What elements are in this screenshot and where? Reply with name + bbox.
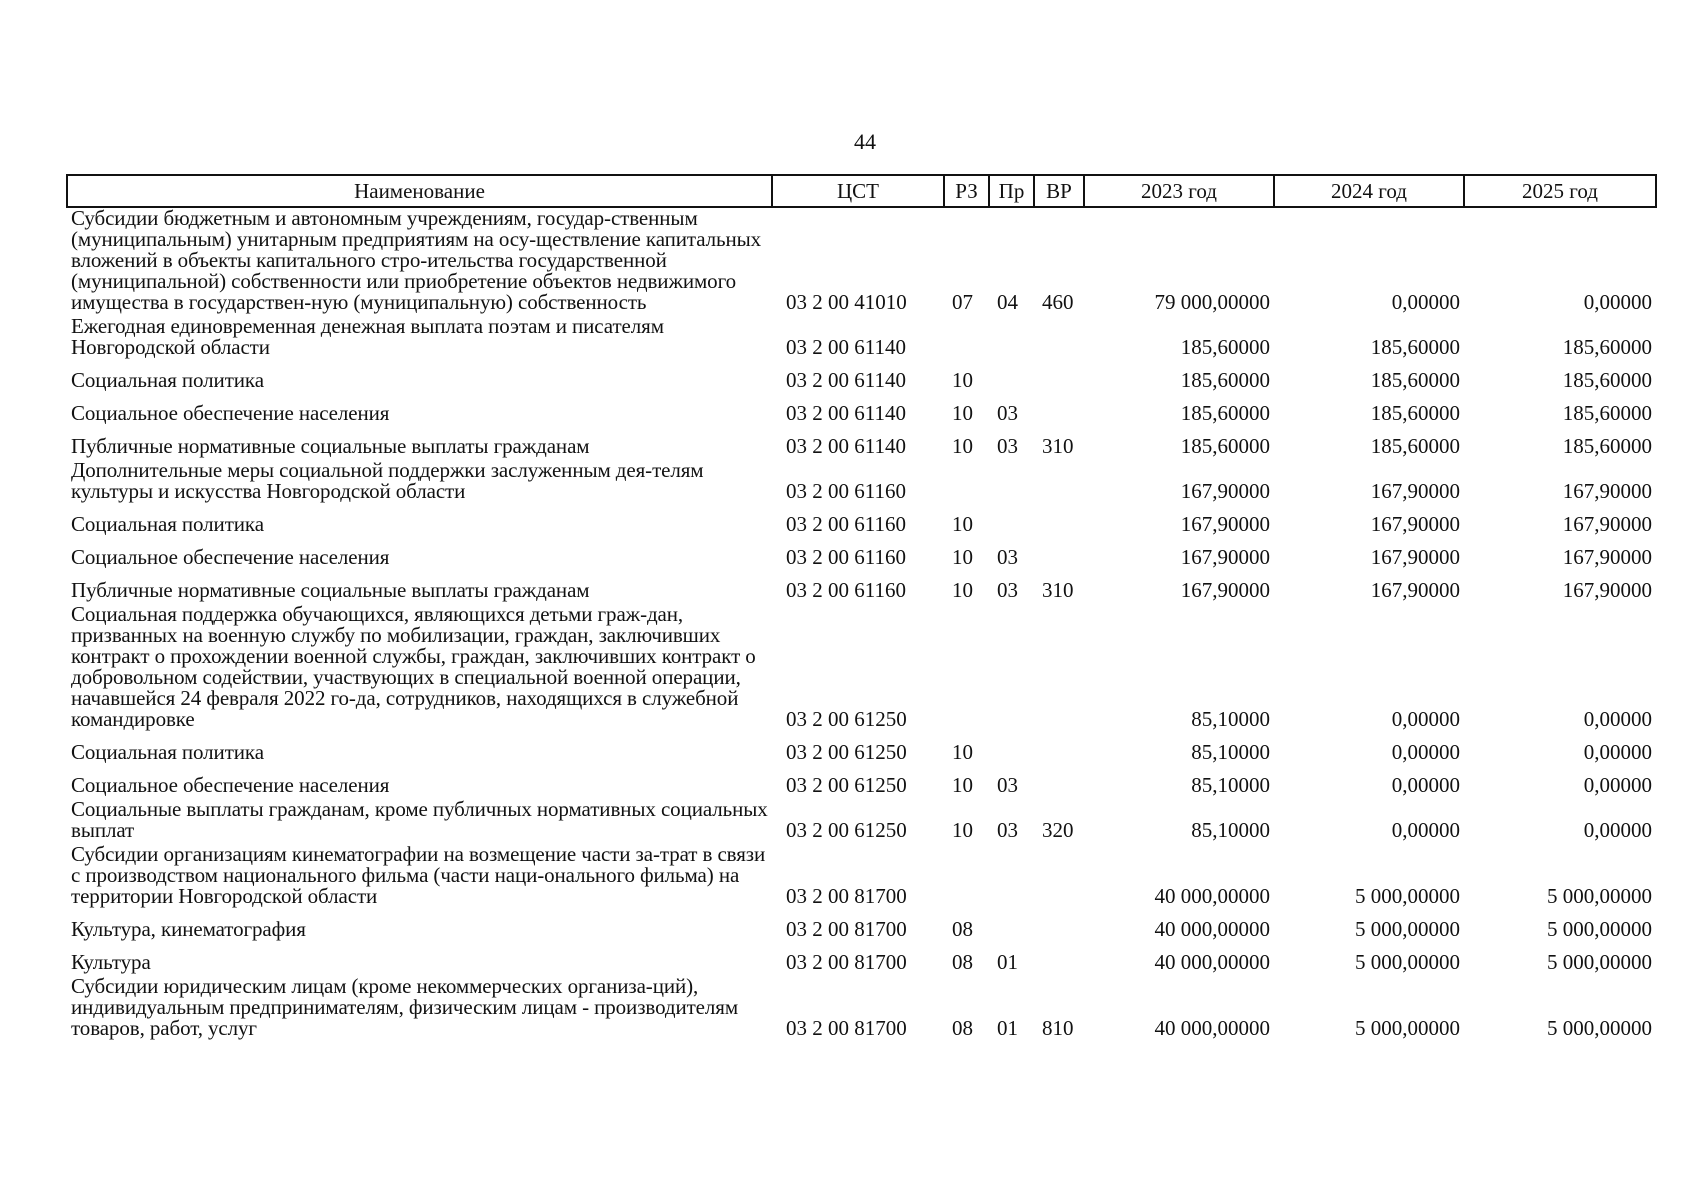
row-pr [989, 460, 1034, 505]
header-name: Наименование [67, 175, 772, 207]
row-value-2024: 0,00000 [1391, 773, 1460, 797]
row-value-2024: 0,00000 [1391, 818, 1460, 842]
row-rz [944, 460, 989, 505]
row-pr: 01 [997, 950, 1018, 974]
row-value-2025: 0,00000 [1583, 707, 1652, 731]
row-value-2023: 85,10000 [1191, 740, 1270, 764]
row-value-2024: 185,60000 [1370, 434, 1460, 458]
row-rz: 10 [952, 818, 973, 842]
row-pr [989, 604, 1034, 733]
row-cst: 03 2 00 81700 [786, 917, 907, 941]
row-rz [944, 316, 989, 361]
row-pr: 01 [997, 1016, 1018, 1040]
row-vr: 310 [1042, 434, 1074, 458]
row-rz: 10 [952, 434, 973, 458]
row-name: Социальная политика [71, 368, 264, 392]
table-row [67, 538, 1656, 571]
row-value-2024: 5 000,00000 [1355, 884, 1460, 908]
row-cst: 03 2 00 81700 [786, 1016, 907, 1040]
row-value-2023: 85,10000 [1191, 818, 1270, 842]
row-rz [944, 604, 989, 733]
row-cst: 03 2 00 61140 [786, 401, 906, 425]
row-cst: 03 2 00 81700 [786, 884, 907, 908]
row-pr [989, 505, 1034, 538]
row-vr [1034, 361, 1084, 394]
row-value-2024: 185,60000 [1370, 335, 1460, 359]
table-row [67, 207, 1656, 316]
row-rz: 08 [952, 1016, 973, 1040]
row-name: Ежегодная единовременная денежная выплата поэтам и писателям Новгородской области [71, 314, 664, 359]
row-value-2023: 167,90000 [1180, 479, 1270, 503]
row-value-2023: 40 000,00000 [1154, 950, 1270, 974]
row-name: Субсидии юридическим лицам (кроме некоммерческих организа-ций), индивидуальным предпринимателям, физическим лицам - производителям товаров, работ, услуг [71, 974, 739, 1040]
row-vr: 810 [1042, 1016, 1074, 1040]
header-rz: РЗ [944, 175, 989, 207]
row-name: Социальное обеспечение населения [71, 773, 390, 797]
header-2024: 2024 год [1274, 175, 1464, 207]
table-header [67, 175, 1656, 207]
row-vr [1034, 538, 1084, 571]
row-vr [1034, 844, 1084, 910]
table-row [67, 844, 1656, 910]
row-rz: 10 [952, 740, 973, 764]
row-vr [1034, 910, 1084, 943]
row-value-2025: 0,00000 [1583, 773, 1652, 797]
row-value-2025: 0,00000 [1583, 818, 1652, 842]
row-cst: 03 2 00 61250 [786, 773, 907, 797]
row-rz: 10 [952, 512, 973, 536]
row-vr [1034, 505, 1084, 538]
row-value-2023: 79 000,00000 [1154, 290, 1270, 314]
row-pr [989, 733, 1034, 766]
table-body [67, 207, 1656, 1042]
row-name: Социальное обеспечение населения [71, 545, 390, 569]
row-vr: 310 [1042, 578, 1074, 602]
row-pr: 03 [997, 545, 1018, 569]
row-value-2023: 40 000,00000 [1154, 917, 1270, 941]
row-pr: 03 [997, 434, 1018, 458]
row-name: Субсидии бюджетным и автономным учреждениям, государ-ственным (муниципальным) унитарным предприятиям на осу-ществление капитальных вложений в объекты капитального стро-ительства государственной (муниципальной) собственности или приобретение объектов недвижимого имущества в государствен-ную (муниципальную) собственность [71, 206, 762, 314]
row-rz: 10 [952, 545, 973, 569]
table-row [67, 427, 1656, 460]
row-value-2023: 85,10000 [1191, 773, 1270, 797]
row-pr: 03 [997, 401, 1018, 425]
row-name: Дополнительные меры социальной поддержки заслуженным дея-телям культуры и искусства Новгородской области [71, 458, 704, 503]
row-value-2023: 40 000,00000 [1154, 1016, 1270, 1040]
row-value-2023: 185,60000 [1180, 401, 1270, 425]
row-value-2023: 167,90000 [1180, 578, 1270, 602]
table-row [67, 976, 1656, 1042]
row-vr: 320 [1042, 818, 1074, 842]
table-row [67, 604, 1656, 733]
table-row [67, 943, 1656, 976]
row-value-2024: 185,60000 [1370, 401, 1460, 425]
row-value-2024: 185,60000 [1370, 368, 1460, 392]
row-value-2023: 85,10000 [1191, 707, 1270, 731]
row-cst: 03 2 00 61140 [786, 368, 906, 392]
row-value-2025: 5 000,00000 [1547, 1016, 1652, 1040]
header-vr: ВР [1034, 175, 1084, 207]
row-value-2024: 0,00000 [1391, 707, 1460, 731]
row-rz: 10 [952, 368, 973, 392]
row-value-2025: 167,90000 [1562, 545, 1652, 569]
table-row [67, 361, 1656, 394]
row-rz [944, 844, 989, 910]
table-row [67, 571, 1656, 604]
row-value-2025: 0,00000 [1583, 740, 1652, 764]
row-value-2023: 185,60000 [1180, 335, 1270, 359]
row-value-2025: 185,60000 [1562, 335, 1652, 359]
row-value-2024: 167,90000 [1370, 578, 1460, 602]
table-row [67, 733, 1656, 766]
table-row [67, 766, 1656, 799]
row-cst: 03 2 00 61140 [786, 335, 906, 359]
budget-table [66, 174, 1657, 1042]
table-row [67, 910, 1656, 943]
row-name: Социальная политика [71, 512, 264, 536]
row-name: Культура [71, 950, 151, 974]
row-value-2023: 167,90000 [1180, 545, 1270, 569]
row-pr [989, 316, 1034, 361]
row-value-2025: 185,60000 [1562, 401, 1652, 425]
row-name: Социальные выплаты гражданам, кроме публичных нормативных социальных выплат [71, 797, 768, 842]
row-value-2024: 0,00000 [1391, 740, 1460, 764]
row-vr [1034, 394, 1084, 427]
row-value-2024: 5 000,00000 [1355, 1016, 1460, 1040]
row-value-2024: 5 000,00000 [1355, 917, 1460, 941]
table-row [67, 799, 1656, 844]
row-cst: 03 2 00 61160 [786, 512, 906, 536]
row-vr [1034, 316, 1084, 361]
row-rz: 08 [952, 917, 973, 941]
row-value-2024: 167,90000 [1370, 479, 1460, 503]
row-name: Культура, кинематография [71, 917, 306, 941]
row-pr: 03 [997, 578, 1018, 602]
row-rz: 10 [952, 401, 973, 425]
row-value-2024: 0,00000 [1391, 290, 1460, 314]
row-rz: 10 [952, 578, 973, 602]
row-rz: 07 [952, 290, 973, 314]
table-row [67, 505, 1656, 538]
row-value-2025: 167,90000 [1562, 479, 1652, 503]
row-vr [1034, 604, 1084, 733]
row-value-2024: 167,90000 [1370, 545, 1460, 569]
row-value-2025: 5 000,00000 [1547, 950, 1652, 974]
row-value-2023: 185,60000 [1180, 368, 1270, 392]
table-row [67, 316, 1656, 361]
header-2023: 2023 год [1084, 175, 1274, 207]
row-name: Субсидии организациям кинематографии на возмещение части за-трат в связи с производством национального фильма (части наци-онального фильма) на территории Новгородской области [71, 842, 766, 908]
table-row [67, 460, 1656, 505]
row-value-2025: 167,90000 [1562, 512, 1652, 536]
row-name: Социальное обеспечение населения [71, 401, 390, 425]
row-cst: 03 2 00 61160 [786, 479, 906, 503]
row-cst: 03 2 00 61140 [786, 434, 906, 458]
row-rz: 10 [952, 773, 973, 797]
row-value-2023: 167,90000 [1180, 512, 1270, 536]
row-name: Публичные нормативные социальные выплаты гражданам [71, 578, 590, 602]
row-pr [989, 844, 1034, 910]
row-value-2023: 185,60000 [1180, 434, 1270, 458]
row-cst: 03 2 00 61160 [786, 578, 906, 602]
row-cst: 03 2 00 61250 [786, 818, 907, 842]
row-value-2025: 5 000,00000 [1547, 884, 1652, 908]
row-cst: 03 2 00 61250 [786, 740, 907, 764]
row-rz: 08 [952, 950, 973, 974]
header-cst: ЦСТ [772, 175, 944, 207]
row-value-2024: 167,90000 [1370, 512, 1460, 536]
row-name: Публичные нормативные социальные выплаты гражданам [71, 434, 590, 458]
row-value-2025: 167,90000 [1562, 578, 1652, 602]
row-pr: 03 [997, 773, 1018, 797]
page-number: 44 [854, 129, 876, 154]
row-vr: 460 [1042, 290, 1074, 314]
row-value-2024: 5 000,00000 [1355, 950, 1460, 974]
row-value-2025: 0,00000 [1583, 290, 1652, 314]
row-value-2025: 185,60000 [1562, 434, 1652, 458]
row-cst: 03 2 00 61250 [786, 707, 907, 731]
table-row [67, 394, 1656, 427]
header-pr: Пр [989, 175, 1034, 207]
row-value-2023: 40 000,00000 [1154, 884, 1270, 908]
row-value-2025: 5 000,00000 [1547, 917, 1652, 941]
row-pr [989, 361, 1034, 394]
row-vr [1034, 766, 1084, 799]
row-name: Социальная поддержка обучающихся, являющихся детьми граж-дан, призванных на военную службу по мобилизации, граждан, заключивших контракт о прохождении военной службы, граждан, заключивших контракт о добровольном содействии, участвующих в специальной военной операции, начавшейся 24 февраля 2022 го-да, сотрудников, находящихся в служебной командировке [71, 602, 756, 731]
row-vr [1034, 733, 1084, 766]
row-pr [989, 910, 1034, 943]
row-cst: 03 2 00 41010 [786, 290, 907, 314]
header-2025: 2025 год [1464, 175, 1656, 207]
row-pr: 04 [997, 290, 1018, 314]
row-cst: 03 2 00 81700 [786, 950, 907, 974]
row-cst: 03 2 00 61160 [786, 545, 906, 569]
row-name: Социальная политика [71, 740, 264, 764]
row-pr: 03 [997, 818, 1018, 842]
row-vr [1034, 460, 1084, 505]
row-vr [1034, 943, 1084, 976]
row-value-2025: 185,60000 [1562, 368, 1652, 392]
